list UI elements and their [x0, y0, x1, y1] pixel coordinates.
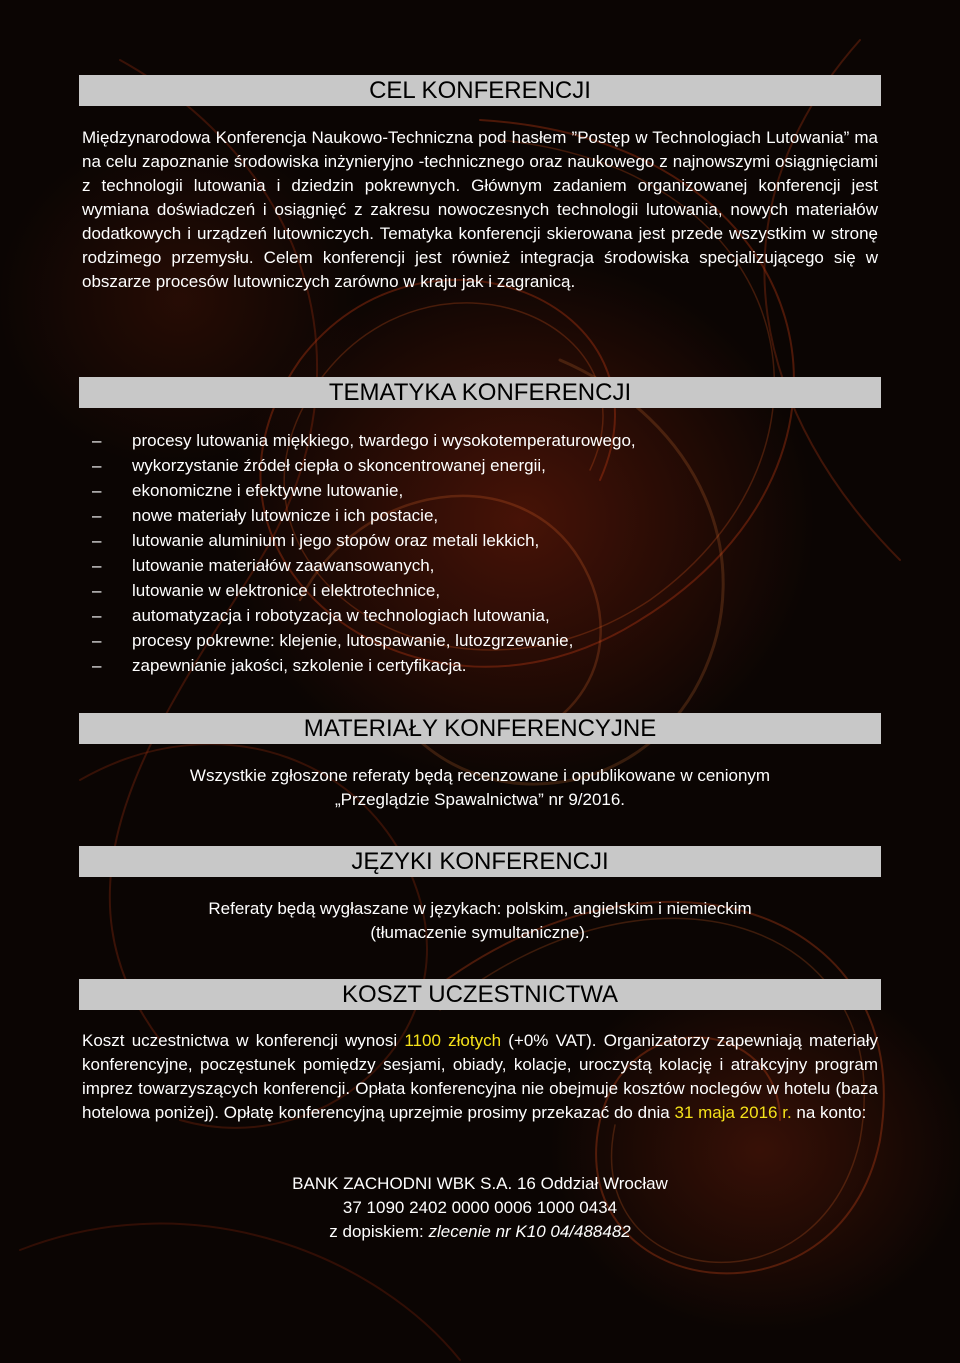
materials-line-2: „Przeglądzie Spawalnictwa” nr 9/2016.: [334, 790, 626, 809]
languages-line-1: Referaty będą wygłaszane w językach: polskim, angielskim i niemieckim: [208, 899, 752, 918]
topic-item: [92, 553, 636, 578]
languages-line-2: (tłumaczenie symultaniczne).: [370, 923, 590, 942]
topic-item: [92, 503, 636, 528]
cost-text-part-1: Koszt uczestnictwa w konferencji wynosi: [82, 1031, 405, 1050]
materials-text: [82, 764, 878, 812]
dash-bullet-icon: –: [92, 656, 102, 675]
goal-paragraph: [82, 126, 878, 294]
topic-item-text: ekonomiczne i efektywne lutowanie,: [132, 481, 404, 500]
dash-bullet-icon: –: [92, 431, 102, 450]
topic-item-text: nowe materiały lutownicze i ich postacie,: [132, 506, 439, 525]
languages-heading-text: JĘZYKI KONFERENCJI: [351, 848, 609, 875]
cost-text-part-3: na konto:: [791, 1103, 867, 1122]
dash-bullet-icon: –: [92, 631, 102, 650]
dash-bullet-icon: –: [92, 531, 102, 550]
topic-item: [92, 578, 636, 603]
topic-item-text: wykorzystanie źródeł ciepła o skoncentrowanej energii,: [132, 456, 546, 475]
goal-text: Międzynarodowa Konferencja Naukowo-Techniczna pod hasłem ”Postęp w Technologiach Lutowania” ma na celu zapoznanie środowiska inżynieryjno -technicznego oraz naukowego z najnowszymi osiągnięciami z technologii lutowania i dziedzin pokrewnych. Głównym zadaniem organizowanej konferencji jest wymiana doświadczeń i osiągnięć z zakresu nowoczesnych technologii lutowania, nowych materiałów dodatkowych i urządzeń lutowniczych. Tematyka konferencji skierowana jest przede wszystkim w stronę rodzimego przemysłu. Celem konferencji jest również integracja środowiska specjalizującego się w obszarze procesów lutowniczych zarówno w kraju jak i zagranicą.: [82, 128, 878, 291]
topic-item-text: automatyzacja i robotyzacja w technologiach lutowania,: [132, 606, 550, 625]
cost-heading-text: KOSZT UCZESTNICTWA: [342, 981, 618, 1008]
topic-item: [92, 628, 636, 653]
section-heading-goal: [79, 75, 881, 106]
section-heading-topics: [79, 377, 881, 408]
cost-text-part-2: (+0% VAT). Organizatorzy zapewniają materiały konferencyjne, poczęstunek pomiędzy sesjami, obiady, kolacje, uroczystą kolację i atrakcyjny program imprez towarzyszących konferencji. Opłata konferencyjna nie obejmuje kosztów noclegów w hotelu (baza hotelowa poniżej). Opłatę konferencyjną uprzejmie prosimy przekazać do dnia: [82, 1031, 878, 1122]
cost-price: 1100 złotych: [404, 1031, 502, 1050]
dash-bullet-icon: –: [92, 556, 102, 575]
topic-item: [92, 478, 636, 503]
dash-bullet-icon: –: [92, 481, 102, 500]
dash-bullet-icon: –: [92, 606, 102, 625]
goal-heading-text: CEL KONFERENCJI: [369, 77, 591, 104]
materials-heading-text: MATERIAŁY KONFERENCYJNE: [303, 715, 657, 742]
topic-item-text: procesy lutowania miękkiego, twardego i wysokotemperaturowego,: [132, 431, 636, 450]
topic-item-text: lutowanie aluminium i jego stopów oraz metali lekkich,: [132, 531, 540, 550]
topic-item-text: procesy pokrewne: klejenie, lutospawanie, lutozgrzewanie,: [132, 631, 574, 650]
dash-bullet-icon: –: [92, 456, 102, 475]
section-heading-languages: [79, 846, 881, 877]
topic-item: [92, 453, 636, 478]
bank-details: [82, 1172, 878, 1244]
materials-line-1: Wszystkie zgłoszone referaty będą recenzowane i opublikowane w cenionym: [189, 766, 771, 785]
cost-text: [82, 1029, 878, 1125]
topic-item-text: lutowanie w elektronice i elektrotechnice,: [132, 581, 441, 600]
topics-list: [92, 428, 636, 678]
transfer-note-prefix: z dopiskiem:: [329, 1222, 429, 1241]
topic-item-text: zapewnianie jakości, szkolenie i certyfikacja.: [132, 656, 467, 675]
topic-item: [92, 653, 636, 678]
section-heading-cost: [79, 979, 881, 1010]
languages-text: [82, 897, 878, 945]
dash-bullet-icon: –: [92, 506, 102, 525]
bank-name: BANK ZACHODNI WBK S.A. 16 Oddział Wrocław: [292, 1174, 668, 1193]
topic-item: [92, 603, 636, 628]
topic-item: [92, 428, 636, 453]
topic-item: [92, 528, 636, 553]
topic-item-text: lutowanie materiałów zaawansowanych,: [132, 556, 435, 575]
dash-bullet-icon: –: [92, 581, 102, 600]
bank-account-number: 37 1090 2402 0000 0006 1000 0434: [342, 1198, 618, 1217]
section-heading-materials: [79, 713, 881, 744]
topics-heading-text: TEMATYKA KONFERENCJI: [328, 379, 632, 406]
payment-deadline: 31 maja 2016 r.: [674, 1103, 792, 1122]
cost-paragraph: [82, 1029, 878, 1125]
transfer-note-value: zlecenie nr K10 04/488482: [428, 1222, 631, 1241]
transfer-note: [82, 1220, 878, 1244]
